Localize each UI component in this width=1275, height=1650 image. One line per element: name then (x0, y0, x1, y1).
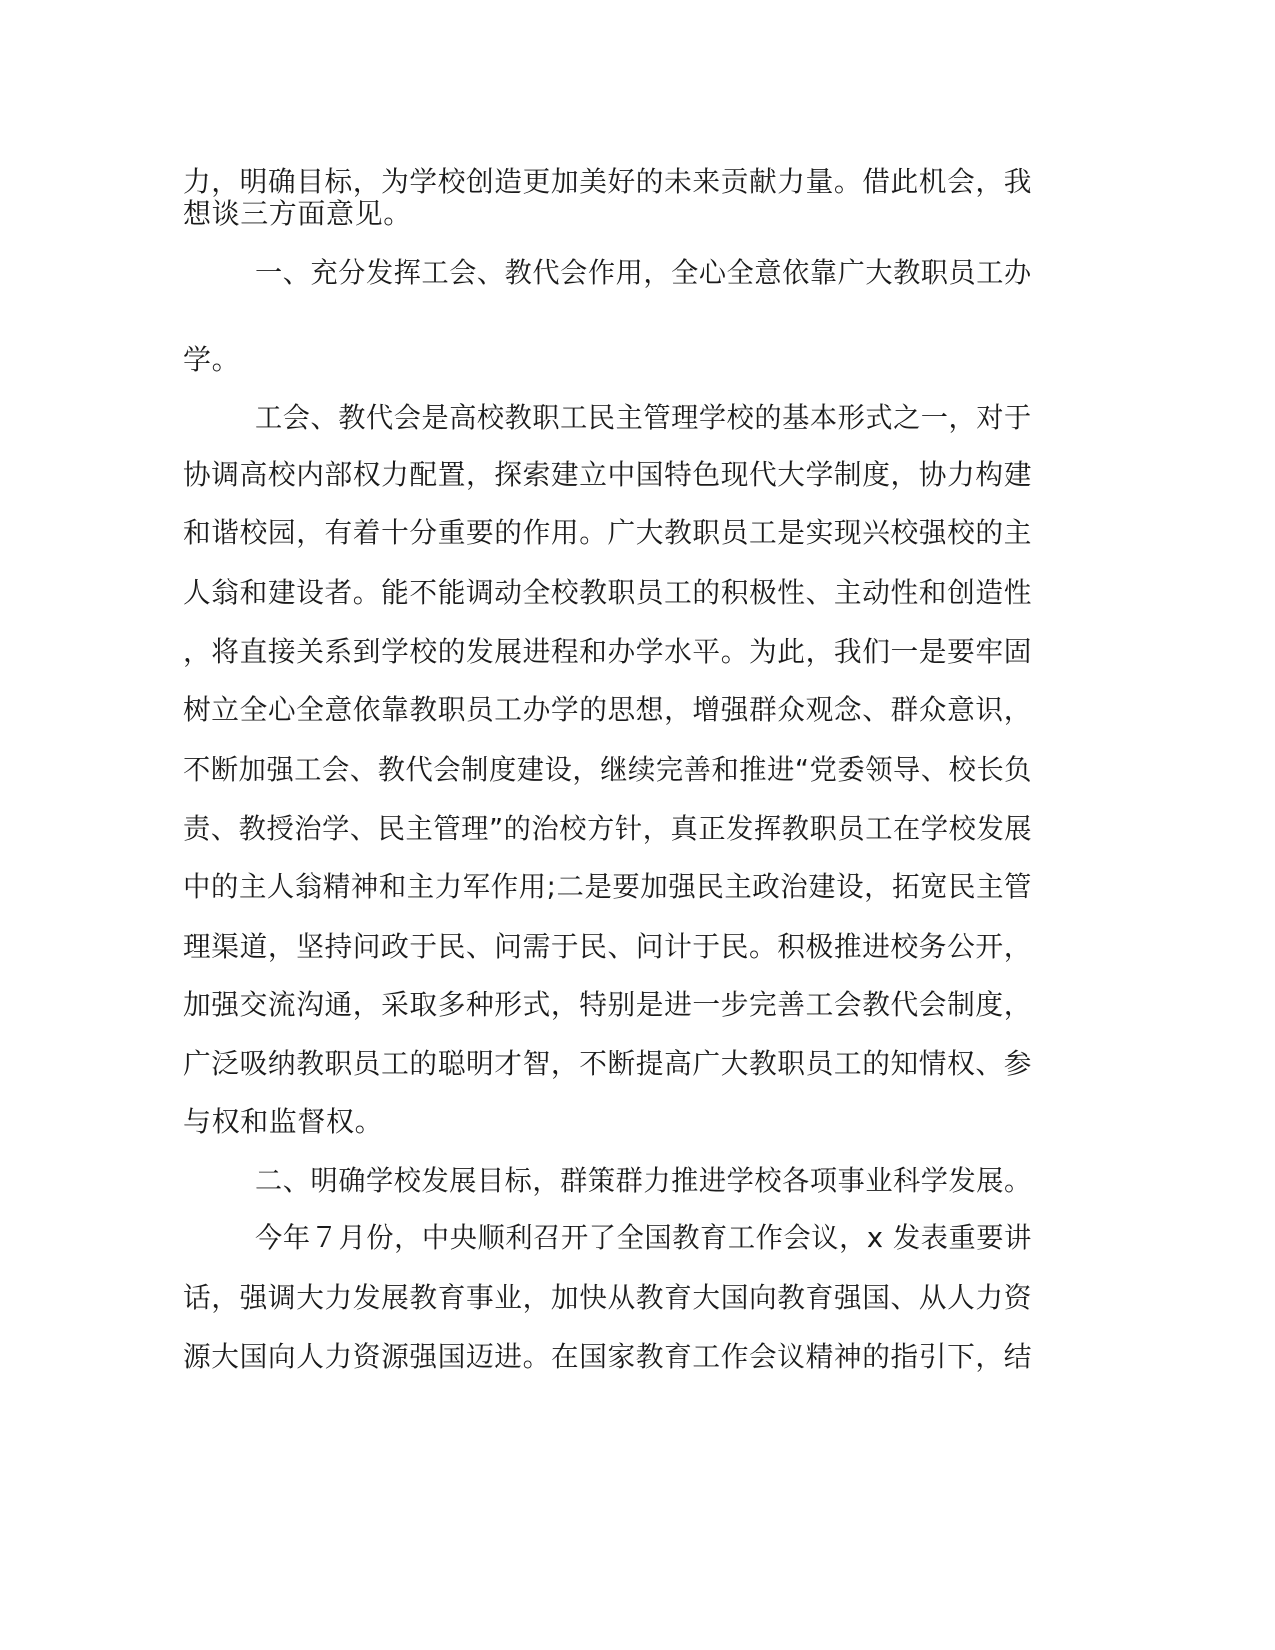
text-line: 源大国向人力资源强国迈进。在国家教育工作会议精神的指引下，结 (183, 1340, 1033, 1373)
paragraph-first-line: 今年７月份，中央顺利召开了全国教育工作会议，x 发表重要讲 (255, 1221, 1032, 1254)
text-line: 协调高校内部权力配置，探索建立中国特色现代大学制度，协力构建 (183, 458, 1033, 491)
paragraph-first-line: 工会、教代会是高校教职工民主管理学校的基本形式之一，对于 (255, 401, 1032, 434)
text-line: 人翁和建设者。能不能调动全校教职员工的积极性、主动性和创造性 (183, 576, 1033, 609)
heading-2: 二、明确学校发展目标，群策群力推进学校各项事业科学发展。 (255, 1164, 1032, 1197)
text-line: 中的主人翁精神和主力军作用;二是要加强民主政治建设，拓宽民主管 (183, 870, 1033, 903)
text-line: 加强交流沟通，采取多种形式，特别是进一步完善工会教代会制度， (183, 988, 1033, 1021)
text-line: 和谐校园，有着十分重要的作用。广大教职员工是实现兴校强校的主 (183, 516, 1033, 549)
text-line: 树立全心全意依靠教职员工办学的思想，增强群众观念、群众意识， (183, 693, 1033, 726)
text-line: 学。 (183, 343, 241, 376)
text-line: 想谈三方面意见。 (183, 197, 412, 230)
text-line: 与权和监督权。 (183, 1105, 384, 1138)
text-line: ，将直接关系到学校的发展进程和办学水平。为此，我们一是要牢固 (183, 635, 1033, 668)
text-line: 话，强调大力发展教育事业，加快从教育大国向教育强国、从人力资 (183, 1281, 1033, 1314)
text-line: 广泛吸纳教职员工的聪明才智，不断提高广大教职员工的知情权、参 (183, 1047, 1033, 1080)
text-line: 不断加强工会、教代会制度建设，继续完善和推进“党委领导、校长负 (183, 753, 1033, 786)
text-line: 理渠道，坚持问政于民、问需于民、问计于民。积极推进校务公开， (183, 930, 1033, 963)
text-line: 力，明确目标，为学校创造更加美好的未来贡献力量。借此机会，我 (183, 165, 1033, 198)
heading-1: 一、充分发挥工会、教代会作用，全心全意依靠广大教职员工办 (255, 256, 1032, 289)
text-line: 责、教授治学、民主管理”的治校方针，真正发挥教职员工在学校发展 (183, 812, 1033, 845)
